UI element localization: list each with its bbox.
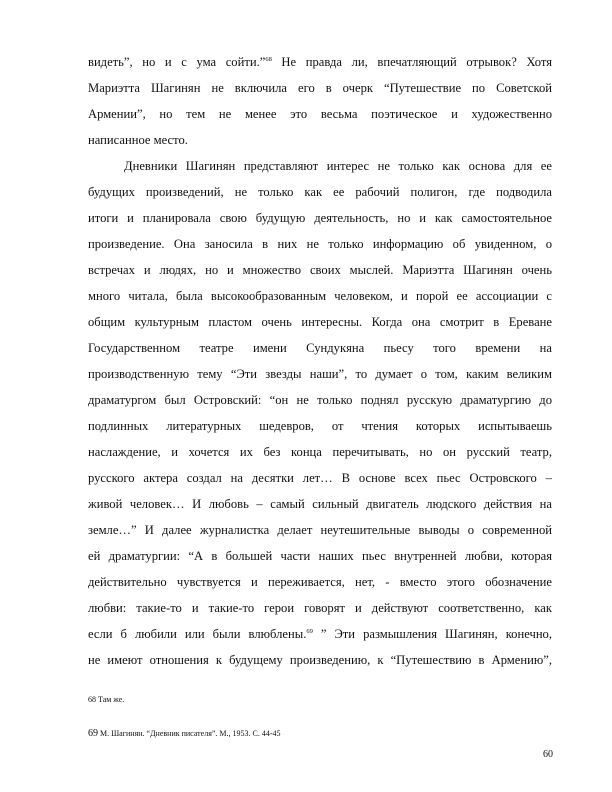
text-line: Дневники Шагинян представляют интерес не только как основа для ее xyxy=(124,159,552,173)
footnote-ref[interactable]: 69 xyxy=(306,628,313,635)
page-number: 60 xyxy=(543,749,553,760)
text-line: не имеют отношения к будущему произведению, к “Путешествию в Армению”, xyxy=(88,653,552,667)
text-line: подлинных литературных шедевров, от чтения которых испытываешь xyxy=(88,419,552,433)
footnote-number: 69 xyxy=(88,728,98,739)
text-line: будущих произведений, не только как ее рабочий полигон, где подводила xyxy=(88,185,552,199)
text-line: ей драматургии: “А в большей части наших пьес внутренней любви, которая xyxy=(88,549,552,563)
footnote xyxy=(88,694,124,706)
text-line: видеть”, но и с ума сойти.”$^{68}$ Не правда ли, впечатляющий отрывок? Хотя xyxy=(88,55,552,69)
text-line: встречах и людях, но и множество своих мыслей. Мариэтта Шагинян очень xyxy=(88,263,552,277)
text-line: действительно чувствуется и переживается, нет, - вместо этого обозначение xyxy=(88,575,552,589)
text-line: производственную тему “Эти звезды наши”, то думает о том, каким великим xyxy=(88,367,552,381)
footnote-text: Там же. xyxy=(98,695,125,704)
footnote-text: М. Шагинян. “Дневник писателя”. М., 1953. С. 44-45 xyxy=(100,729,281,738)
text-line: русского актера создал на десятки лет… В основе всех пьес Островского – xyxy=(88,471,552,485)
text-line: драматургом был Островский: “он не только поднял русскую драматургию до xyxy=(88,393,552,407)
text-line: Мариэтта Шагинян не включила его в очерк “Путешествие по Советской xyxy=(88,81,552,95)
text-line: много читала, была высокообразованным человеком, и порой ее ассоциации с xyxy=(88,289,552,303)
text-line: итоги и планировала свою будущую деятельность, но и как самостоятельное xyxy=(88,211,552,225)
text-line: произведение. Она заносила в них не только информацию об увиденном, о xyxy=(88,237,552,251)
text-line: если б любили или были влюблены.$^{69}$ ” Эти размышления Шагинян, конечно, xyxy=(88,627,552,641)
text-line: любви: такие-то и такие-то герои говорят и действуют соответственно, как xyxy=(88,601,552,615)
text-line: Государственном театре имени Сундукяна пьесу того времени на xyxy=(88,341,552,355)
text-line: общим культурным пластом очень интересны. Когда она смотрит в Ереване xyxy=(88,315,552,329)
footnote-number: 68 xyxy=(88,695,96,704)
text-line: земле…” И далее журналистка делает неутешительные выводы о современной xyxy=(88,523,552,537)
text-line: Армении”, но тем не менее это весьма поэтическое и художественно xyxy=(88,107,552,121)
footnote-ref[interactable]: 68 xyxy=(265,56,272,63)
text-line: написанное место. xyxy=(88,133,188,147)
text-line: наслаждение, и хочется их без конца перечитывать, но он русский театр, xyxy=(88,445,552,459)
text-line: живой человек… И любовь – самый сильный двигатель людского действия на xyxy=(88,497,552,511)
footnote xyxy=(88,728,281,740)
